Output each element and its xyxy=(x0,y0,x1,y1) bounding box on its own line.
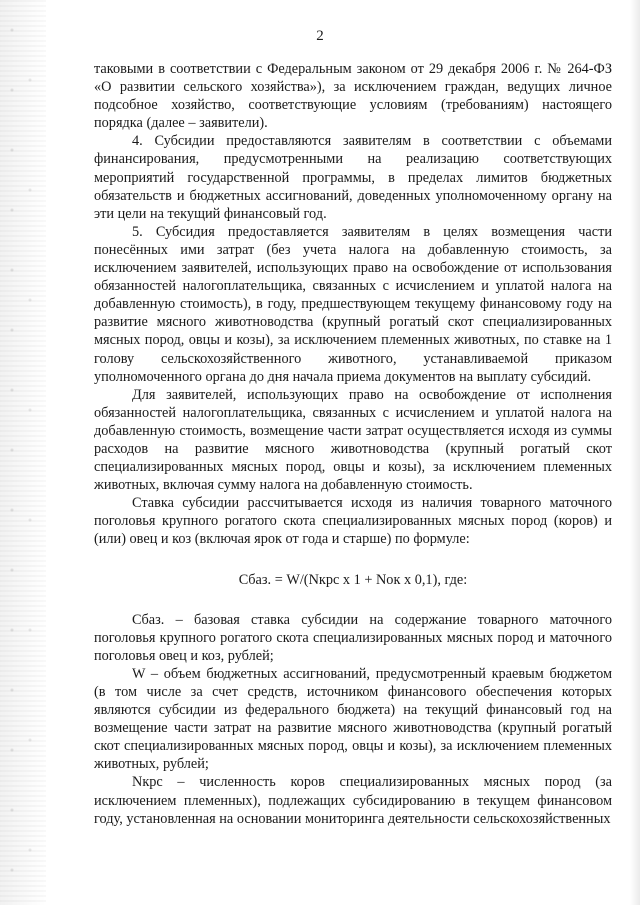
document-body xyxy=(94,60,612,828)
paragraph-rate-calculation: Ставка субсидии рассчитывается исходя из наличия товарного маточного поголовья крупного рогатого скота специализированных мясных пород (коров) и (или) овец и коз (включая ярок от года и старше) по формуле: xyxy=(94,495,612,548)
page-number: 2 xyxy=(316,28,324,44)
definition-w: W – объем бюджетных ассигнований, предусмотренный краевым бюджетом (в том числе за счет средств, источником финансового обеспечения которых являются субсидии из федерального бюджета) на текущий финансовый год на возмещение части затрат на развитие мясного животноводства (крупный рогатый скот специализированных мясных пород, овцы и козы), за исключением племенных животных, рублей; xyxy=(94,665,612,773)
paragraph-vat-exempt: Для заявителей, использующих право на освобождение от исполнения обязанностей налогоплательщика, связанных с исчислением и уплатой налога на добавленную стоимость, возмещение части затрат осуществляется исходя из суммы расходов на развитие мясного животноводства (крупный рогатый скот специализированных мясных пород, овцы и козы), за исключением племенных животных, включая сумму налога на добавленную стоимость. xyxy=(94,386,612,494)
paragraph-clause-4: 4. Субсидии предоставляются заявителям в соответствии с объемами финансирования, предусмотренными на реализацию соответствующих мероприятий государственной программы, в пределах лимитов бюджетных обязательств и бюджетных ассигнований, доведенных уполномоченному органу на эти цели на текущий финансовый год. xyxy=(94,133,612,222)
definition-cbaz: Cбаз. – базовая ставка субсидии на содержание товарного маточного поголовья крупного рогатого скота специализированных мясных пород и маточного поголовья овец и коз, рублей; xyxy=(94,611,612,664)
definition-nkrs: Nкрс – численность коров специализированных мясных пород (за исключением племенных), подлежащих субсидированию в текущем финансовом году, установленная на основании мониторинга деятельности сельскохозяйственных xyxy=(94,774,612,827)
scan-shadow-left xyxy=(0,0,46,905)
paragraph-continuation: таковыми в соответствии с Федеральным законом от 29 декабря 2006 г. № 264-ФЗ «О развитии сельского хозяйства»), за исключением граждан, ведущих личное подсобное хозяйство, соответствующие условиям (требованиям) настоящего порядка (далее – заявители). xyxy=(94,61,612,132)
scan-shadow-right xyxy=(630,0,640,905)
formula: Cбаз. = W/(Nкрс x 1 + Nок x 0,1), где: xyxy=(238,571,468,588)
paragraph-clause-5: 5. Субсидия предоставляется заявителям в целях возмещения части понесённых ими затрат (без учета налога на добавленную стоимость, за исключением заявителей, использующих право на освобождение от использования обязанностей налогоплательщика, связанных с исчислением и уплатой налога на добавленную стоимость), в году, предшествующем текущему финансовому году на развитие мясного животноводства (крупный рогатый скот специализированных мясных пород, овцы и козы), за исключением племенных животных, по ставке на 1 голову сельскохозяйственного животного, устанавливаемой приказом уполномоченного органа до дня начала приема документов на выплату субсидий. xyxy=(94,223,612,385)
